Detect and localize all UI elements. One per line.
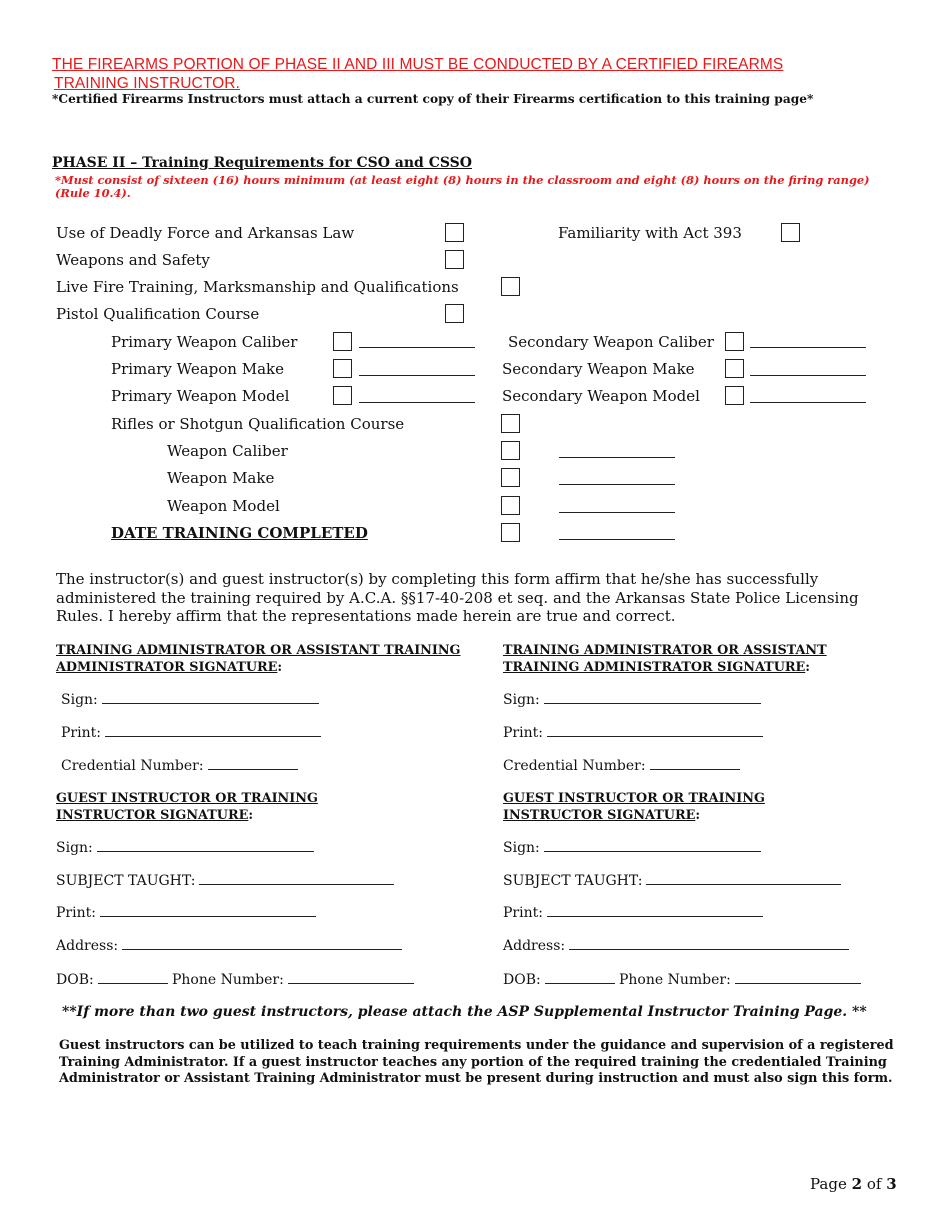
firearms-warning-line1: THE FIREARMS PORTION OF PHASE II AND III MUST BE CONDUCTED BY A CERTIFIED FIREARMS <box>52 56 784 73</box>
weapon-model-checkbox[interactable] <box>501 496 520 515</box>
secondary-caliber-label: Secondary Weapon Caliber <box>508 333 714 351</box>
primary-model-checkbox[interactable] <box>333 386 352 405</box>
date-completed-label: DATE TRAINING COMPLETED <box>111 524 368 542</box>
phase-hours-note: *Must consist of sixteen (16) hours minimum (at least eight (8) hours in the classroom and eight (8) hours on the firing range) (Rule 10.4). <box>55 173 870 200</box>
secondary-make-label: Secondary Weapon Make <box>502 360 695 378</box>
primary-caliber-checkbox[interactable] <box>333 332 352 351</box>
live-fire-label: Live Fire Training, Marksmanship and Qualifications <box>56 278 459 296</box>
guest-left-phone-field[interactable]: Phone Number: <box>172 971 414 988</box>
rifle-course-checkbox[interactable] <box>501 414 520 433</box>
admin-left-sign-field[interactable]: Sign: <box>61 691 319 708</box>
admin-right-print-field[interactable]: Print: <box>503 724 763 741</box>
guest-left-print-field[interactable]: Print: <box>56 904 316 921</box>
guest-left-subject-field[interactable]: SUBJECT TAUGHT: <box>56 872 394 889</box>
weapon-caliber-line[interactable] <box>559 457 675 458</box>
guest-left-address-field[interactable]: Address: <box>56 937 402 954</box>
guest-right-sign-field[interactable]: Sign: <box>503 839 761 856</box>
pistol-course-checkbox[interactable] <box>445 304 464 323</box>
primary-caliber-label: Primary Weapon Caliber <box>111 333 298 351</box>
affirmation-paragraph: The instructor(s) and guest instructor(s) by completing this form affirm that he/she has successfully administered the training required by A.C.A. §§17-40-208 et seq. and the Arkansas State Police Licensing Rules. I hereby affirm that the representations made herein are true and correct. <box>56 570 859 625</box>
primary-caliber-line[interactable] <box>359 347 475 348</box>
weapon-model-label: Weapon Model <box>167 497 280 515</box>
deadly-force-checkbox[interactable] <box>445 223 464 242</box>
weapon-caliber-label: Weapon Caliber <box>167 442 288 460</box>
guest-right-address-field[interactable]: Address: <box>503 937 849 954</box>
guest-right-subject-field[interactable]: SUBJECT TAUGHT: <box>503 872 841 889</box>
live-fire-checkbox[interactable] <box>501 277 520 296</box>
date-completed-line[interactable] <box>559 539 675 540</box>
guest-left-dob-field[interactable]: DOB: <box>56 971 168 988</box>
guest-left-sign-field[interactable]: Sign: <box>56 839 314 856</box>
admin-left-print-field[interactable]: Print: <box>61 724 321 741</box>
guest-right-print-field[interactable]: Print: <box>503 904 763 921</box>
weapons-safety-label: Weapons and Safety <box>56 251 210 269</box>
certification-note: *Certified Firearms Instructors must attach a current copy of their Firearms certification to this training page* <box>52 92 814 106</box>
guest-left-heading: GUEST INSTRUCTOR OR TRAINING INSTRUCTOR SIGNATURE: <box>56 791 318 823</box>
primary-model-label: Primary Weapon Model <box>111 387 290 405</box>
primary-make-label: Primary Weapon Make <box>111 360 284 378</box>
deadly-force-label: Use of Deadly Force and Arkansas Law <box>56 224 355 242</box>
secondary-make-line[interactable] <box>750 375 866 376</box>
weapons-safety-checkbox[interactable] <box>445 250 464 269</box>
admin-left-credential-field[interactable]: Credential Number: <box>61 757 298 774</box>
admin-left-heading: TRAINING ADMINISTRATOR OR ASSISTANT TRAINING ADMINISTRATOR SIGNATURE: <box>56 643 461 675</box>
secondary-model-checkbox[interactable] <box>725 386 744 405</box>
weapon-make-line[interactable] <box>559 484 675 485</box>
secondary-model-line[interactable] <box>750 402 866 403</box>
admin-right-credential-field[interactable]: Credential Number: <box>503 757 740 774</box>
admin-right-sign-field[interactable]: Sign: <box>503 691 761 708</box>
pistol-course-label: Pistol Qualification Course <box>56 305 260 323</box>
secondary-make-checkbox[interactable] <box>725 359 744 378</box>
guest-right-heading: GUEST INSTRUCTOR OR TRAINING INSTRUCTOR SIGNATURE: <box>503 791 765 823</box>
weapon-model-line[interactable] <box>559 512 675 513</box>
act393-label: Familiarity with Act 393 <box>558 224 742 242</box>
primary-make-line[interactable] <box>359 375 475 376</box>
weapon-make-label: Weapon Make <box>167 469 275 487</box>
primary-make-checkbox[interactable] <box>333 359 352 378</box>
page-number: Page 2 of 3 <box>810 1175 897 1193</box>
firearms-warning-line2: TRAINING INSTRUCTOR. <box>54 75 240 92</box>
phase-title: PHASE II – Training Requirements for CSO and CSSO <box>52 155 472 171</box>
secondary-model-label: Secondary Weapon Model <box>502 387 700 405</box>
primary-model-line[interactable] <box>359 402 475 403</box>
supplemental-note: **If more than two guest instructors, please attach the ASP Supplemental Instructor Training Page. ** <box>62 1004 867 1020</box>
weapon-make-checkbox[interactable] <box>501 468 520 487</box>
weapon-caliber-checkbox[interactable] <box>501 441 520 460</box>
guest-right-dob-field[interactable]: DOB: <box>503 971 615 988</box>
guest-right-phone-field[interactable]: Phone Number: <box>619 971 861 988</box>
secondary-caliber-line[interactable] <box>750 347 866 348</box>
act393-checkbox[interactable] <box>781 223 800 242</box>
admin-right-heading: TRAINING ADMINISTRATOR OR ASSISTANT TRAINING ADMINISTRATOR SIGNATURE: <box>503 643 827 675</box>
date-completed-checkbox[interactable] <box>501 523 520 542</box>
guest-instructor-note: Guest instructors can be utilized to teach training requirements under the guidance and supervision of a registered Training Administrator. If a guest instructor teaches any portion of the required training the credentialed Training Administrator or Assistant Training Administrator must be present during instruction and must also sign this form. <box>59 1038 894 1086</box>
rifle-course-label: Rifles or Shotgun Qualification Course <box>111 415 405 433</box>
secondary-caliber-checkbox[interactable] <box>725 332 744 351</box>
